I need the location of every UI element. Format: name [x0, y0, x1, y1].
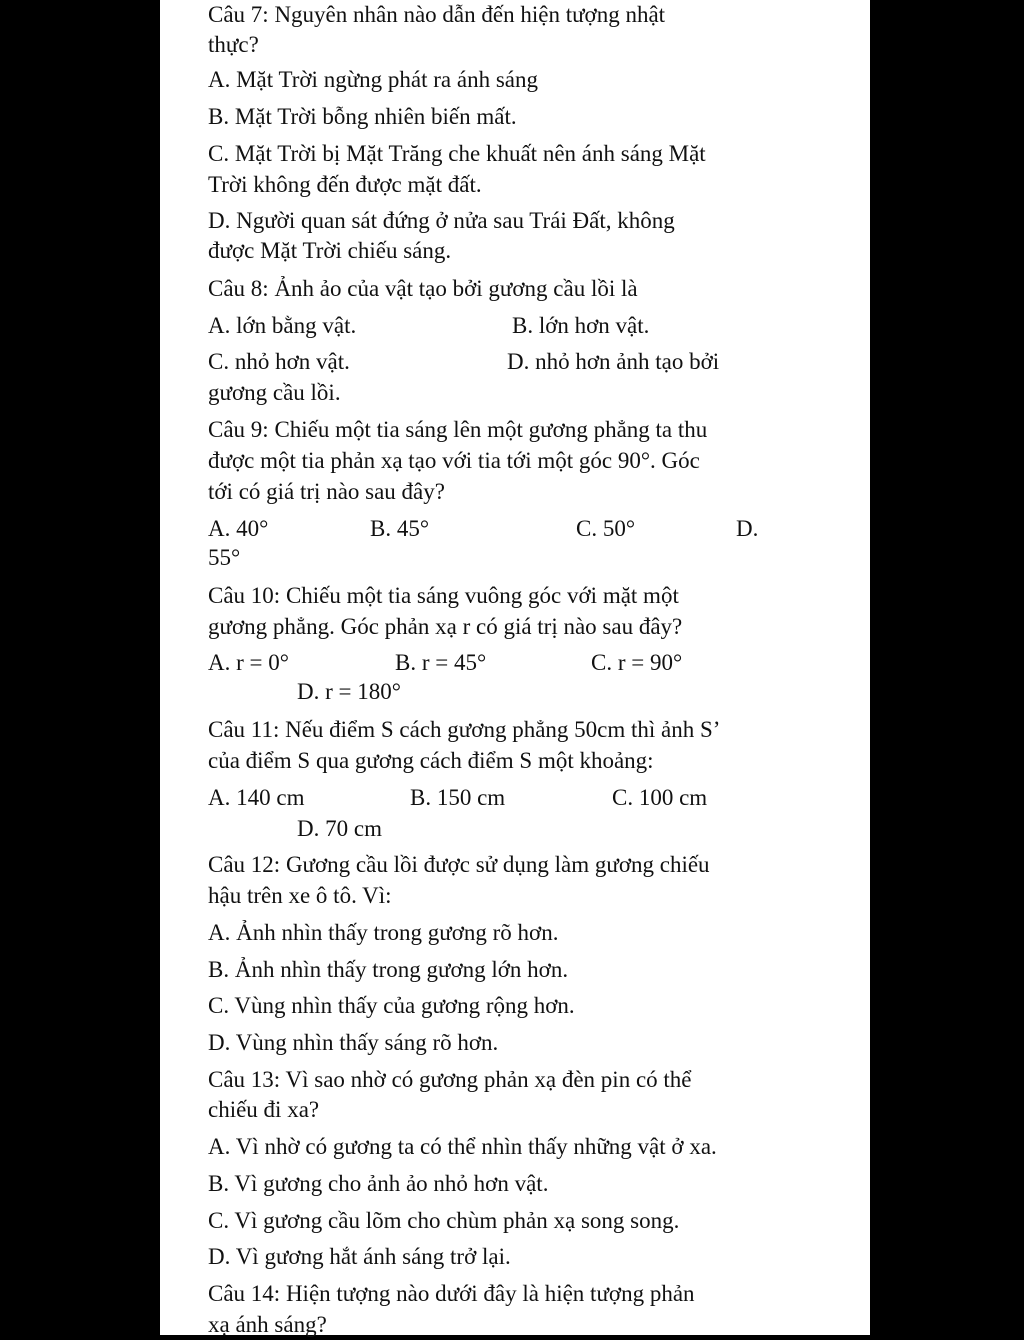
q13-stem-line1: Câu 13: Vì sao nhờ có gương phản xạ đèn pin có thể: [208, 1067, 692, 1092]
q7-stem-line1: Câu 7: Nguyên nhân nào dẫn đến hiện tượng nhật: [208, 2, 666, 27]
q7-option-d-line2: được Mặt Trời chiếu sáng.: [208, 238, 452, 263]
q12-stem-line2: hậu trên xe ô tô. Vì:: [208, 883, 392, 908]
q9-option-b: B. 45°: [370, 516, 430, 541]
q7-option-d-line1: D. Người quan sát đứng ở nửa sau Trái Đất, không: [208, 208, 675, 233]
q10-option-a: A. r = 0°: [208, 650, 289, 675]
q9-option-d-value: 55°: [208, 545, 241, 570]
q10-option-b: B. r = 45°: [395, 650, 487, 675]
q7-option-a: A. Mặt Trời ngừng phát ra ánh sáng: [208, 67, 538, 92]
q11-option-a: A. 140 cm: [208, 785, 305, 810]
q10-stem-line2: gương phẳng. Góc phản xạ r có giá trị nào sau đây?: [208, 614, 683, 639]
q12-option-d: D. Vùng nhìn thấy sáng rõ hơn.: [208, 1030, 499, 1055]
q7-option-b: B. Mặt Trời bỗng nhiên biến mất.: [208, 104, 517, 129]
q8-option-c: C. nhỏ hơn vật.: [208, 349, 350, 374]
q9-stem-line3: tới có giá trị nào sau đây?: [208, 479, 445, 504]
q11-option-d: D. 70 cm: [297, 816, 382, 841]
q8-option-a: A. lớn bằng vật.: [208, 313, 357, 338]
q11-option-c: C. 100 cm: [612, 785, 708, 810]
q10-option-d: D. r = 180°: [297, 679, 401, 704]
q9-option-c: C. 50°: [576, 516, 636, 541]
q11-option-b: B. 150 cm: [410, 785, 506, 810]
q7-option-c-line1: C. Mặt Trời bị Mặt Trăng che khuất nên ánh sáng Mặt: [208, 141, 706, 166]
q7-stem-line2: thực?: [208, 32, 259, 57]
q12-option-a: A. Ảnh nhìn thấy trong gương rõ hơn.: [208, 920, 559, 945]
q10-stem-line1: Câu 10: Chiếu một tia sáng vuông góc với mặt một: [208, 583, 679, 608]
q14-stem-line2: xạ ánh sáng?: [208, 1312, 327, 1337]
q12-option-b: B. Ảnh nhìn thấy trong gương lớn hơn.: [208, 957, 569, 982]
q13-stem-line2: chiếu đi xa?: [208, 1097, 320, 1122]
q13-option-b: B. Vì gương cho ảnh ảo nhỏ hơn vật.: [208, 1171, 549, 1196]
q8-option-d: D. nhỏ hơn ảnh tạo bởi: [507, 349, 720, 374]
q11-stem-line1: Câu 11: Nếu điểm S cách gương phẳng 50cm thì ảnh S’: [208, 717, 721, 742]
q12-option-c: C. Vùng nhìn thấy của gương rộng hơn.: [208, 993, 575, 1018]
q7-option-c-line2: Trời không đến được mặt đất.: [208, 172, 482, 197]
q10-option-c: C. r = 90°: [591, 650, 683, 675]
q14-stem-line1: Câu 14: Hiện tượng nào dưới đây là hiện tượng phản: [208, 1281, 695, 1306]
q9-option-d: D.: [736, 516, 759, 541]
q11-stem-line2: của điểm S qua gương cách điểm S một khoảng:: [208, 748, 654, 773]
q13-option-c: C. Vì gương cầu lõm cho chùm phản xạ song song.: [208, 1208, 680, 1233]
document-page: [160, 0, 870, 1335]
q8-option-d-line2: gương cầu lồi.: [208, 380, 341, 405]
q9-stem-line1: Câu 9: Chiếu một tia sáng lên một gương phẳng ta thu: [208, 417, 708, 442]
q9-stem-line2: được một tia phản xạ tạo với tia tới một góc 90°. Góc: [208, 448, 700, 473]
q12-stem-line1: Câu 12: Gương cầu lồi được sử dụng làm gương chiếu: [208, 852, 710, 877]
q13-option-a: A. Vì nhờ có gương ta có thể nhìn thấy những vật ở xa.: [208, 1134, 717, 1159]
q8-option-b: B. lớn hơn vật.: [512, 313, 650, 338]
q9-option-a: A. 40°: [208, 516, 269, 541]
q13-option-d: D. Vì gương hắt ánh sáng trở lại.: [208, 1244, 511, 1269]
q8-stem: Câu 8: Ảnh ảo của vật tạo bởi gương cầu lồi là: [208, 276, 638, 301]
